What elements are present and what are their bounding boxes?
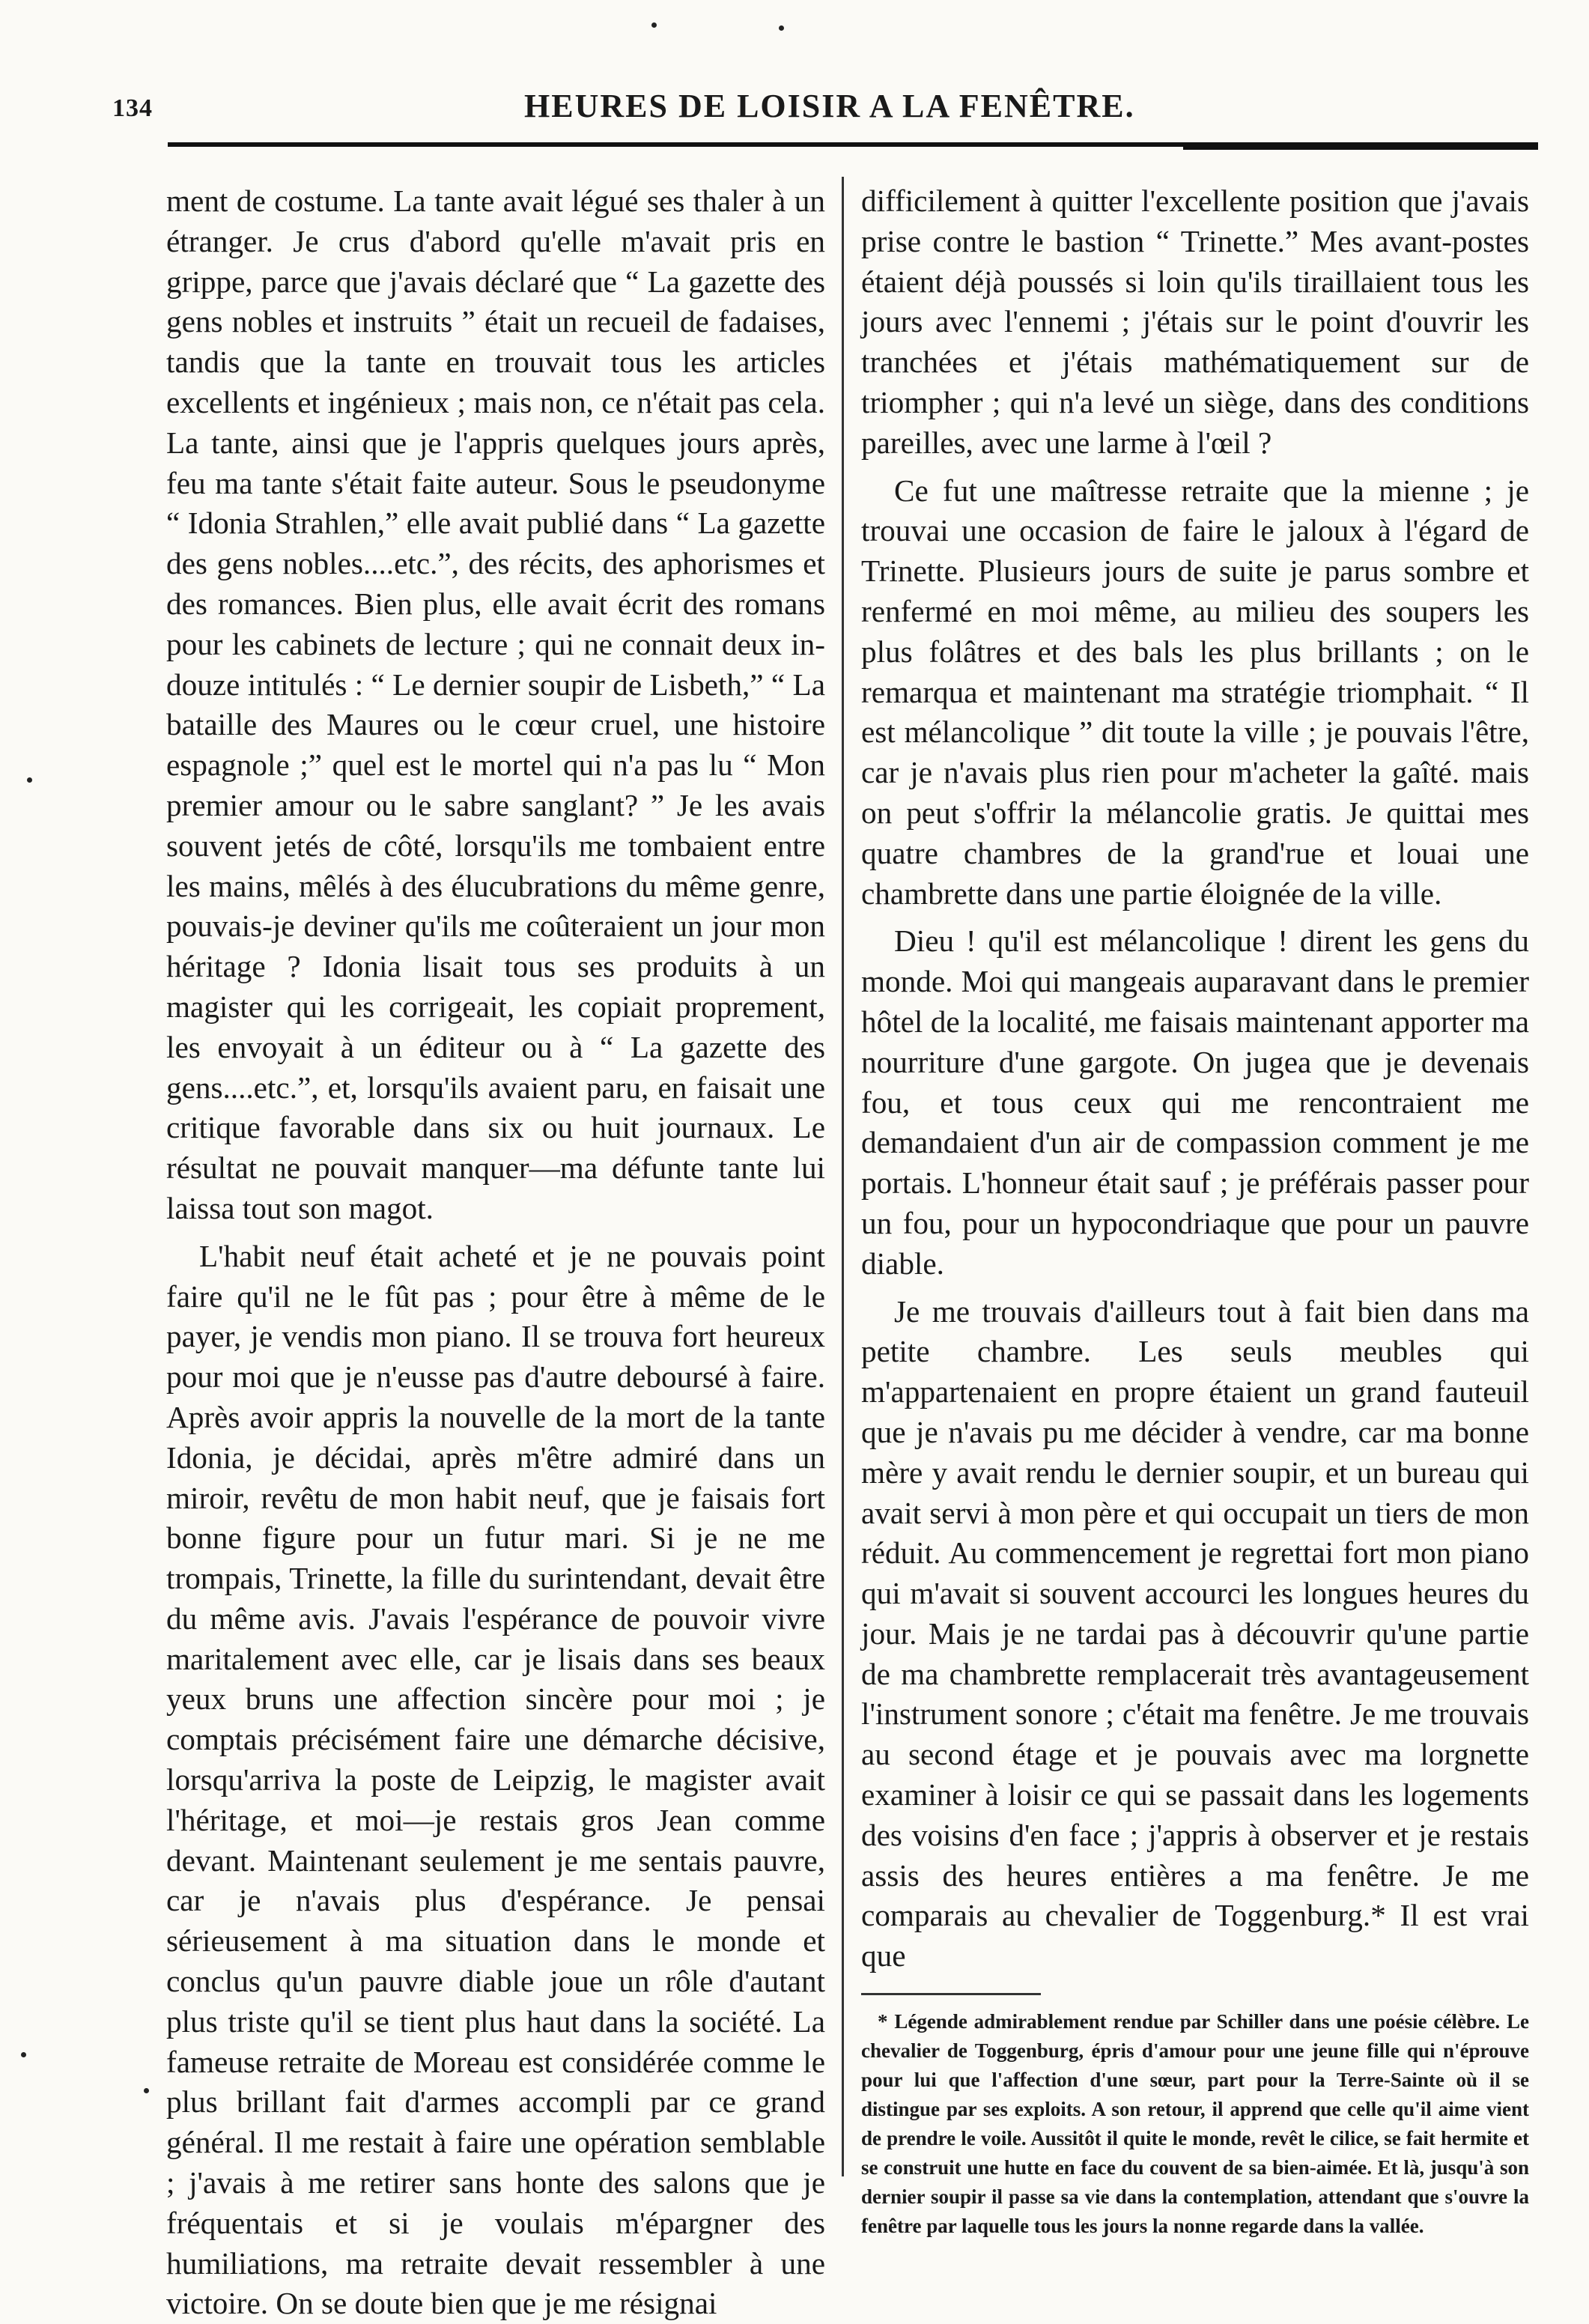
paragraph: L'habit neuf était acheté et je ne pouvais point faire qu'il ne le fût pas ; pour être à même de le payer, je vendis mon piano. Il se trouva fort heureux pour moi que je n'eusse pas d'autre deboursé à faire. Après avoir appris la nouvelle de la mort de la tante Idonia, je décidai, après m'être admiré dans un miroir, revêtu de mon habit neuf, que je faisais fort bonne figure pour un futur mari. Si je ne me trompais, Trinette, la fille du surintendant, devait être du même avis. J'avais l'espérance de pouvoir vivre maritalement avec elle, car je lisais dans ses beaux yeux bruns une affection sincère pour moi ; je comptais précisément faire une démarche décisive, lorsqu'arriva la poste de Leipzig, le magister avait l'héritage, et moi—je restais gros Jean comme devant. Maintenant seulement je me sentais pauvre, car je n'avais plus d'espérance. Je pensai sérieusement à ma situation dans le monde et conclus qu'un pauvre diable joue un rôle d'autant plus triste qu'il se tient plus haut dans la société. La fameuse retraite de Moreau est considérée comme le plus brillant fait d'armes accompli par ce grand général. Il me restait à faire une opération semblable ; j'avais à me retirer sans honte des salons que je fréquentais et si je voulais m'épargner des humiliations, ma retraite devait ressembler à une victoire. On se doute bien que je me résignai [166,1238,825,2321]
paragraph: Dieu ! qu'il est mélancolique ! dirent les gens du monde. Moi qui mangeais auparavant dans le premier hôtel de la localité, me faisais maintenant apporter ma nourriture d'une gargote. On jugea que je devenais fou, et tous ceux qui me rencontraient me demandaient d'un air de compassion comment je me portais. L'honneur était sauf ; je préférais passer pour un fou, pour un hypocondriaque que pour un pauvre diable. [861,923,1529,1281]
scan-speck [21,2052,26,2057]
paragraph: Je me trouvais d'ailleurs tout à fait bien dans ma petite chambre. Les seuls meubles qui m'appartenaient en propre étaient un grand fauteuil que je n'avais pu me décider à vendre, car ma bonne mère y avait rendu le dernier soupir, et un bureau qui avait servi à mon père et qui occupait un tiers de mon réduit. Au commencement je regrettai fort mon piano qui m'avait si souvent accourci les longues heures du jour. Mais je ne tardai pas à découvrir qu'une partie de ma chambrette remplacerait très avantageusement l'instrument sonore ; c'était ma fenêtre. Je me trouvais au second étage et je pouvais avec ma lorgnette examiner à loisir ce qui se passait dans les logements des voisins d'en face ; j'appris à observer et je restais assis des heures entières a ma fenêtre. Je me comparais au chevalier de Toggenburg.* Il est vrai que [861,1293,1529,1973]
footnote-rule [861,1993,1041,1995]
paragraph: Ce fut une maîtresse retraite que la mienne ; je trouvai une occasion de faire le jaloux à l'égard de Trinette. Plusieurs jours de suite je parus sombre et renfermé en moi même, au milieu des soupers les plus folâtres et des bals les plus brillants ; on le remarqua et maintenant ma stratégie triomphait. “ Il est mélancolique ” dit toute la ville ; je pouvais l'être, car je n'avais plus rien pour m'acheter la gaîté. mais on peut s'offrir la mélancolie gratis. Je quittai mes quatre chambres de la grand'rue et louai une chambrette dans une partie éloignée de la ville. [861,473,1529,911]
right-column [861,181,1529,2238]
paragraph: difficilement à quitter l'excellente position que j'avais prise contre le bastion “ Trinette.” Mes avant-postes étaient déjà poussés si loin qu'ils tiraillaient tous les jours avec l'ennemi ; j'étais sur le point d'ouvrir les tranchées et j'étais mathématiquement sur de triompher ; qui n'a levé un siège, dans des conditions pareilles, avec une larme à l'œil ? [861,183,1529,460]
footnote: * Légende admirablement rendue par Schiller dans une poésie célèbre. Le chevalier de Toggenburg, épris d'amour pour une jeune fille qui n'éprouve pour lui que l'affection d'une sœur, part pour la Terre-Sainte où il se distingue par ses exploits. A son retour, il apprend que celle qu'il aime vient de prendre le voile. Aussitôt il quite le monde, revêt le cilice, se fait hermite et se construit une hutte en face du couvent de sa bien-aimée. Et là, jusqu'à son dernier soupir il passe sa vie dans la contemplation, attendant que s'ouvre la fenêtre par laquelle tous les jours la nonne regarde dans la vallée. [861,2010,1529,2238]
header-rule-accent [1183,147,1538,150]
left-column [166,181,825,2321]
scan-speck [27,777,32,783]
scan-speck [144,2088,149,2093]
page-header [112,84,1535,129]
paragraph: ment de costume. La tante avait légué ses thaler à un étranger. Je crus d'abord qu'elle m'avait pris en grippe, parce que j'avais déclaré que “ La gazette des gens nobles et instruits ” était un recueil de fadaises, tandis que la tante en trouvait tous les articles excellents et ingénieux ; mais non, ce n'était pas cela. La tante, ainsi que je l'appris quelques jours après, feu ma tante s'était faite auteur. Sous le pseudonyme “ Idonia Strahlen,” elle avait publié dans “ La gazette des gens nobles....etc.”, des récits, des aphorismes et des romances. Bien plus, elle avait écrit des romans pour les cabinets de lecture ; qui ne connait deux in-douze intitulés : “ Le dernier soupir de Lisbeth,” “ La bataille des Maures ou le cœur cruel, une histoire espagnole ;” quel est le mortel qui n'a pas lu “ Mon premier amour ou le sabre sanglant? ” Je les avais souvent jetés de côté, lorsqu'ils me tombaient entre les mains, mêlés à des élucubrations du même genre, pouvais-je deviner qu'ils me coûteraient un jour mon héritage ? Idonia lisait tous ses produits à un magister qui les corrigeait, les copiait proprement, les envoyait à un éditeur ou à “ La gazette des gens....etc.”, et, lorsqu'ils avaient paru, en faisait une critique favorable dans six ou huit journaux. Le résultat ne pouvait manquer—ma défunte tante lui laissa tout son magot. [166,183,825,1225]
page-number: 134 [112,94,153,122]
running-title: HEURES DE LOISIR A LA FENÊTRE. [524,88,1135,124]
scan-speck [779,25,784,31]
scan-speck [651,22,657,28]
column-divider [842,177,844,2176]
